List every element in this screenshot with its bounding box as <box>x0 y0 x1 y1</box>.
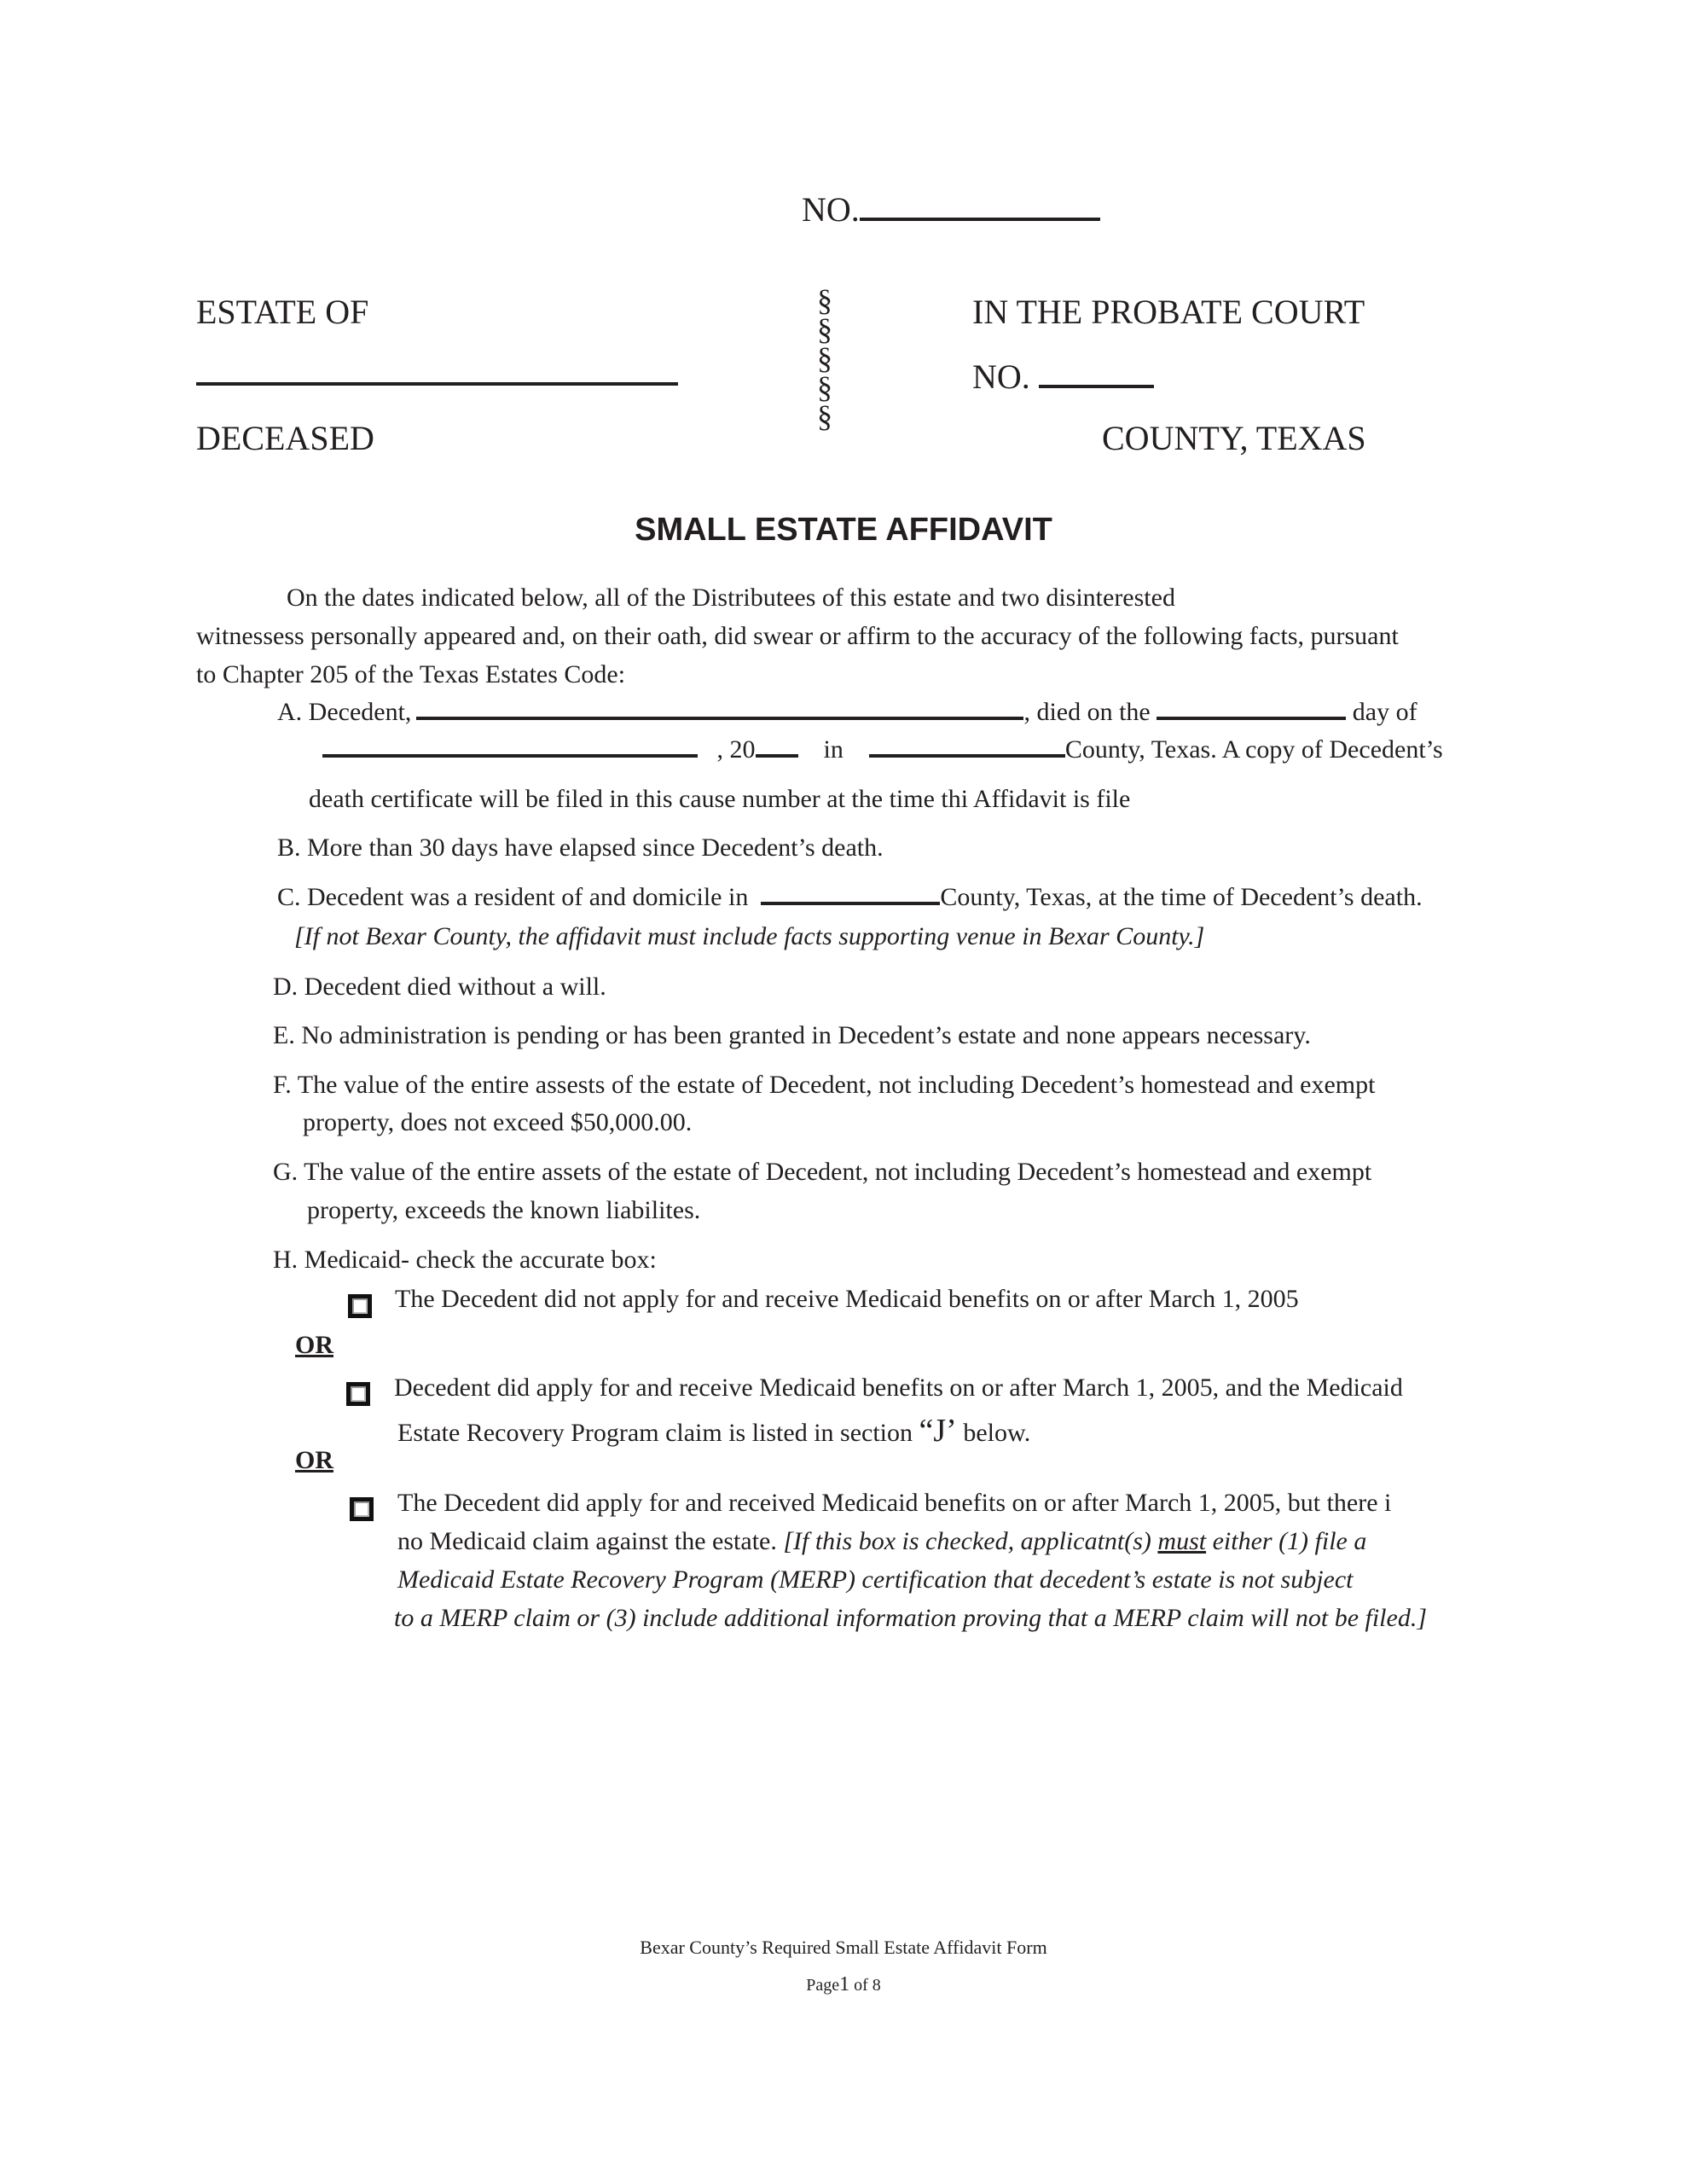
item-c-text: C. Decedent was a resident of and domicile in <box>277 883 749 911</box>
court-number-label: NO. <box>972 357 1030 396</box>
item-a-text: in <box>823 735 844 764</box>
document-title: SMALL ESTATE AFFIDAVIT <box>635 512 1052 548</box>
medicaid-option-2-line-1: Decedent did apply for and receive Medicaid benefits on or after March 1, 2005, and the Medicaid <box>394 1374 1403 1402</box>
death-year-field[interactable] <box>756 735 798 758</box>
or-label: OR <box>295 1446 333 1474</box>
option-3-note: either (1) file a <box>1206 1527 1367 1555</box>
domicile-county-field[interactable] <box>761 883 940 905</box>
section-symbol: § <box>817 399 832 433</box>
item-h-heading: H. Medicaid- check the accurate box: <box>273 1246 657 1274</box>
medicaid-option-3-checkbox[interactable] <box>350 1497 374 1521</box>
item-a-line-3: death certificate will be filed in this cause number at the time thi Affidavit is file <box>309 785 1131 813</box>
medicaid-option-2-checkbox[interactable] <box>346 1382 370 1406</box>
cause-number <box>802 189 1100 229</box>
estate-of-label: ESTATE OF <box>196 293 369 331</box>
option-2-text: below. <box>956 1419 1031 1447</box>
intro-line-1: On the dates indicated below, all of the Distributees of this estate and two disinterested <box>287 584 1175 612</box>
death-day-field[interactable] <box>1157 698 1346 720</box>
section-symbols <box>817 283 832 433</box>
section-symbol: § <box>817 370 832 404</box>
item-d: D. Decedent died without a will. <box>273 973 606 1001</box>
section-symbol: § <box>817 283 832 317</box>
or-label: OR <box>295 1331 333 1359</box>
court-number-blank[interactable] <box>1039 359 1154 388</box>
item-b: B. More than 30 days have elapsed since Decedent’s death. <box>277 834 884 862</box>
option-3-note-emphasis: must <box>1157 1527 1207 1555</box>
medicaid-option-1-text: The Decedent did not apply for and receive Medicaid benefits on or after March 1, 2005 <box>395 1285 1299 1313</box>
item-a-line-1 <box>277 698 1417 727</box>
county-texas-label: COUNTY, TEXAS <box>1102 419 1366 457</box>
section-symbol: § <box>817 312 832 346</box>
probate-court-label: IN THE PROBATE COURT <box>972 293 1365 331</box>
page-suffix: of 8 <box>849 1976 881 1995</box>
option-2-text: Estate Recovery Program claim is listed in section <box>397 1419 919 1447</box>
court-number <box>972 357 1154 397</box>
option-3-note: [If this box is checked, applicatnt(s) <box>783 1527 1158 1555</box>
item-f-line-2: property, does not exceed $50,000.00. <box>303 1108 693 1136</box>
item-a-text: day of <box>1352 698 1417 726</box>
medicaid-option-3-line-3: Medicaid Estate Recovery Program (MERP) certification that decedent’s estate is not subject <box>397 1565 1354 1594</box>
decedent-name-blank[interactable] <box>196 382 678 386</box>
intro-line-3: to Chapter 205 of the Texas Estates Code: <box>196 660 626 688</box>
item-e: E. No administration is pending or has been granted in Decedent’s estate and none appears necessary. <box>273 1021 1311 1049</box>
decedent-name-field[interactable] <box>416 698 1023 720</box>
death-month-field[interactable] <box>322 735 698 758</box>
medicaid-option-1-checkbox[interactable] <box>348 1294 372 1318</box>
medicaid-option-3-line-2 <box>397 1527 1366 1556</box>
item-a-text: , died on the <box>1023 698 1151 726</box>
section-symbol: § <box>817 341 832 375</box>
medicaid-option-2-line-2 <box>397 1412 1030 1449</box>
page-current: 1 <box>839 1973 850 1995</box>
item-g-line-1: G. The value of the entire assets of the estate of Decedent, not including Decedent’s homestead and exempt <box>273 1158 1372 1186</box>
item-a-line-2 <box>322 735 1443 764</box>
item-a-text: County, Texas. A copy of Decedent’s <box>1064 735 1443 764</box>
item-c-line-1 <box>277 883 1423 912</box>
footer-form-name: Bexar County’s Required Small Estate Affidavit Form <box>640 1937 1047 1958</box>
medicaid-option-3-line-4: to a MERP claim or (3) include additional information proving that a MERP claim will not be filed.] <box>394 1604 1428 1632</box>
option-3-text: no Medicaid claim against the estate. <box>397 1527 784 1555</box>
item-g-line-2: property, exceeds the known liabilites. <box>307 1196 701 1224</box>
death-county-field[interactable] <box>869 735 1065 758</box>
page-number <box>0 1973 1687 1996</box>
intro-line-2: witnessess personally appeared and, on their oath, did swear or affirm to the accuracy of the following facts, pursuant <box>196 622 1399 650</box>
item-c-note: [If not Bexar County, the affidavit must include facts supporting venue in Bexar County.] <box>294 922 1205 950</box>
item-a-text: , 20 <box>716 735 756 764</box>
cause-number-label: NO. <box>802 190 860 229</box>
cause-number-blank[interactable] <box>860 192 1100 221</box>
deceased-label: DECEASED <box>196 419 374 457</box>
page-prefix: Page <box>806 1976 840 1995</box>
section-j-reference: “J’ <box>919 1413 957 1449</box>
medicaid-option-3-line-1: The Decedent did apply for and received Medicaid benefits on or after March 1, 2005, but there i <box>397 1489 1392 1517</box>
item-f-line-1: F. The value of the entire assests of the estate of Decedent, not including Decedent’s homestead and exempt <box>273 1071 1376 1099</box>
item-c-text: County, Texas, at the time of Decedent’s death. <box>940 883 1423 911</box>
item-a-text: A. Decedent, <box>277 698 412 726</box>
